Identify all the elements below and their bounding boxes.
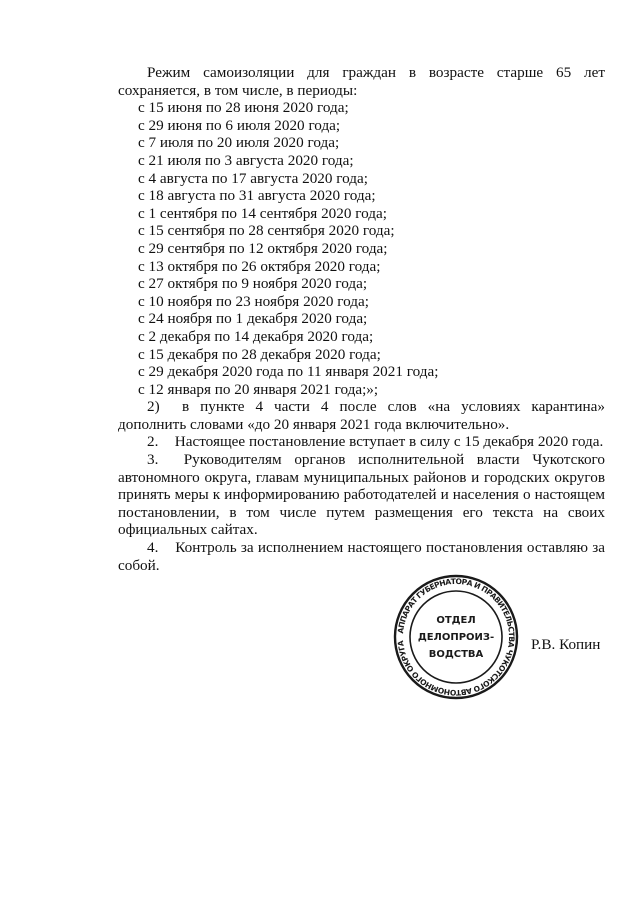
period-item: с 1 сентября по 14 сентября 2020 года; (138, 204, 387, 222)
intro-paragraph: Режим самоизоляции для граждан в возрасте старше 65 лет сохраняется, в том числе, в периоды: (118, 64, 605, 99)
period-item: с 4 августа по 17 августа 2020 года; (138, 169, 368, 187)
official-stamp (393, 574, 519, 700)
stamp-ring-path: АППАРАТ ГУБЕРНАТОРА И ПРАВИТЕЛЬСТВА ЧУКОТСКОГО АВТОНОМНОГО ОКРУГА (396, 576, 517, 698)
period-item: с 15 сентября по 28 сентября 2020 года; (138, 222, 395, 240)
period-item: с 24 ноября по 1 декабря 2020 года; (138, 310, 368, 328)
period-item: с 15 июня по 28 июня 2020 года; (138, 99, 349, 117)
item-text: Настоящее постановление вступает в силу с 15 декабря 2020 года. (174, 433, 604, 451)
item-paragraph-effective-date (118, 433, 605, 451)
period-item: с 18 августа по 31 августа 2020 года; (138, 187, 376, 205)
stamp-center-line-2: ДЕЛОПРОИЗ- (417, 632, 495, 643)
item-number: 2) (147, 398, 160, 416)
period-item: с 2 декабря по 14 декабря 2020 года; (138, 327, 374, 345)
item-paragraph-control (118, 539, 605, 574)
item-number: 4. (147, 539, 159, 557)
period-item: с 27 октября по 9 ноября 2020 года; (138, 275, 368, 293)
item-paragraph-amendment (118, 398, 605, 433)
item-text: Контроль за исполнением настоящего постановления оставляю за собой. (118, 539, 605, 574)
stamp-center-line-3: ВОДСТВА (428, 649, 484, 660)
item-number: 3. (147, 451, 159, 469)
period-item: с 21 июля по 3 августа 2020 года; (138, 151, 354, 169)
period-item: с 29 декабря 2020 года по 11 января 2021 года; (138, 363, 439, 381)
period-item: с 10 ноября по 23 ноября 2020 года; (138, 292, 369, 310)
period-item: с 29 сентября по 12 октября 2020 года; (138, 239, 388, 257)
document-body (118, 64, 605, 574)
item-text: в пункте 4 части 4 после слов «на условиях карантина» дополнить словами «до 20 января 2021 года включительно». (118, 398, 605, 433)
period-item: с 12 января по 20 января 2021 года;»; (138, 380, 379, 398)
period-item: с 29 июня по 6 июля 2020 года; (138, 116, 341, 134)
periods-list (118, 99, 605, 398)
period-item: с 13 октября по 26 октября 2020 года; (138, 257, 381, 275)
signature-name: Р.В. Копин (531, 636, 601, 653)
item-text: Руководителям органов исполнительной власти Чукотского автономного округа, главам муниципальных районов и городских округов принять меры к информированию работодателей и населения о настоящем постановлении, в том числе путем размещения его текста на своих официальных сайтах. (118, 451, 605, 539)
item-paragraph-instructions (118, 451, 605, 539)
period-item: с 15 декабря по 28 декабря 2020 года; (138, 345, 381, 363)
stamp-center-line-1: ОТДЕЛ (436, 615, 476, 626)
period-item: с 7 июля по 20 июля 2020 года; (138, 134, 340, 152)
item-number: 2. (147, 433, 159, 451)
